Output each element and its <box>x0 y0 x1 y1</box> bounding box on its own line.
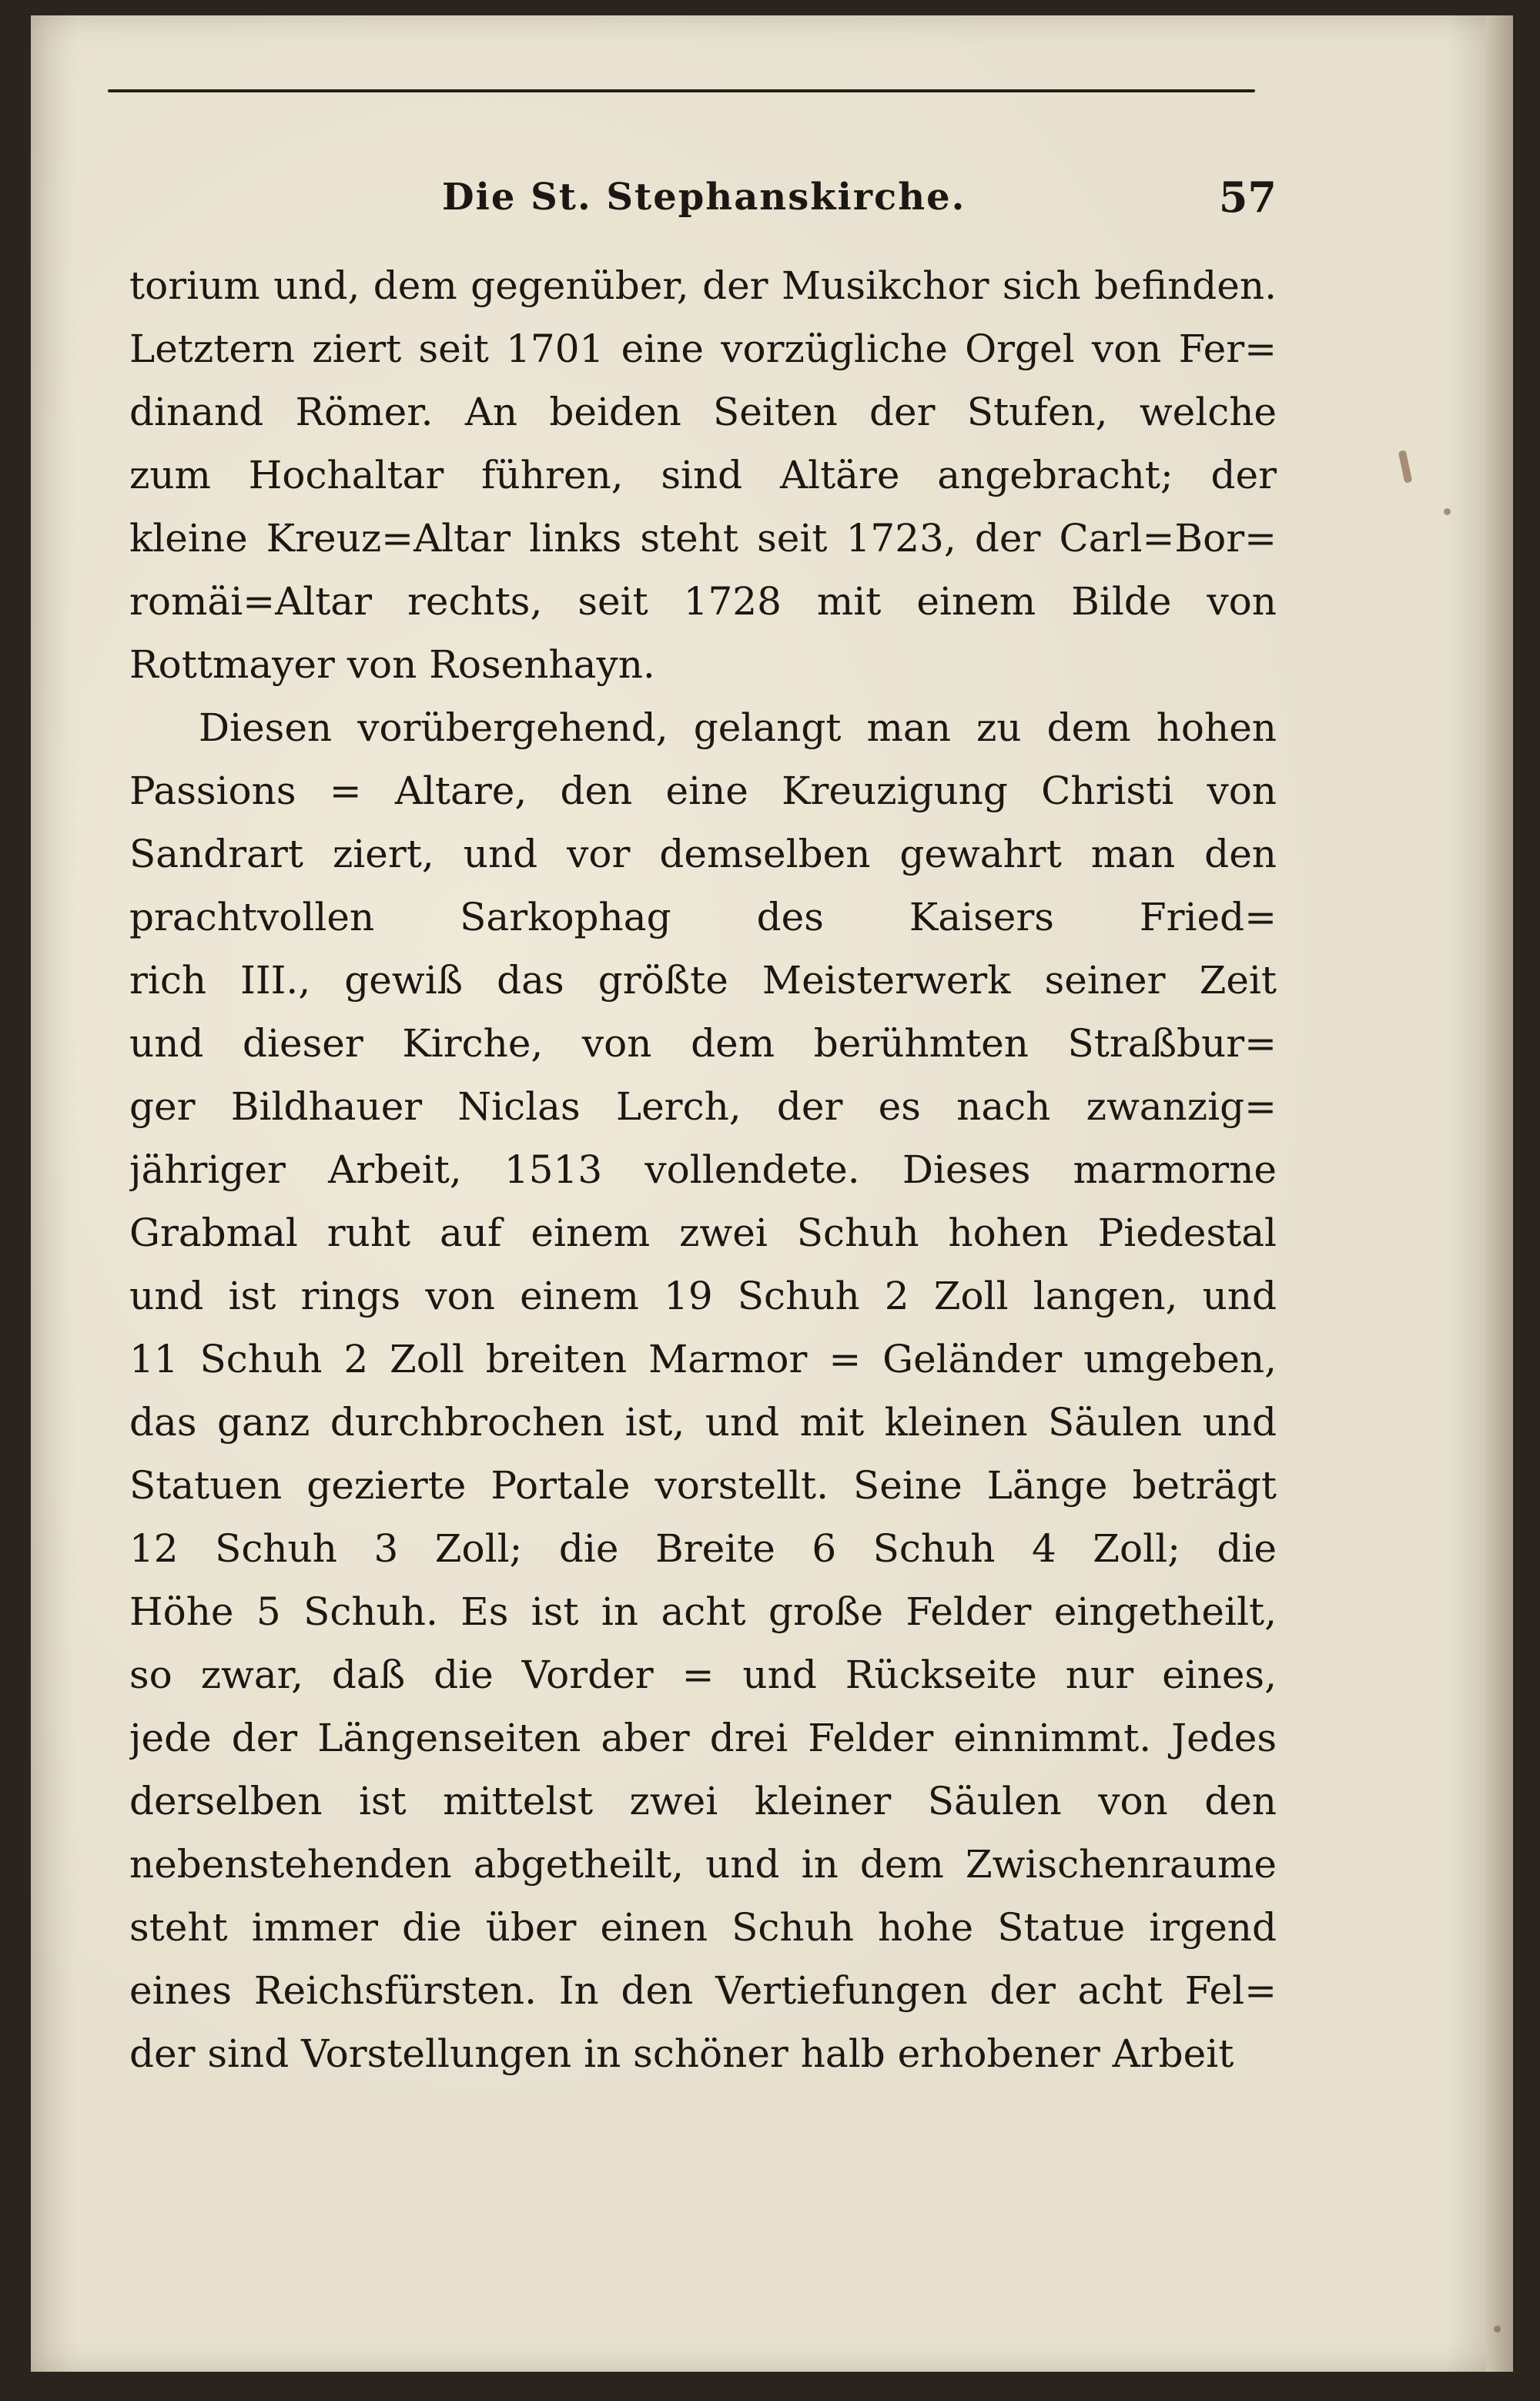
page-edge <box>1486 15 1513 2372</box>
text-line: Höhe 5 Schuh. Es ist in acht große Felder eingetheilt, <box>129 1589 1277 1634</box>
text-line: rich III., gewiß das größte Meisterwerk seiner Zeit <box>129 958 1277 1003</box>
paper-speck <box>1494 2326 1501 2332</box>
text-line: und ist rings von einem 19 Schuh 2 Zoll langen, und <box>129 1274 1277 1318</box>
paragraph-2 <box>129 696 1277 2085</box>
header-rule <box>108 89 1255 92</box>
body-text <box>129 254 1277 2085</box>
paper-speck <box>1444 508 1451 515</box>
text-line: Statuen gezierte Portale vorstellt. Seine Länge beträgt <box>129 1463 1277 1508</box>
text-line: Diesen vorübergehend, gelangt man zu dem hohen <box>199 705 1277 750</box>
paper-page <box>31 15 1513 2372</box>
text-line: ger Bildhauer Niclas Lerch, der es nach zwanzig= <box>129 1084 1277 1129</box>
text-line: kleine Kreuz=Altar links steht seit 1723, der Carl=Bor= <box>129 516 1277 561</box>
text-line: Sandrart ziert, und vor demselben gewahrt man den <box>129 832 1277 876</box>
text-line: 12 Schuh 3 Zoll; die Breite 6 Schuh 4 Zoll; die <box>129 1526 1277 1571</box>
text-line: eines Reichsfürsten. In den Vertiefungen der acht Fel= <box>129 1968 1277 2013</box>
text-line: derselben ist mittelst zwei kleiner Säulen von den <box>129 1779 1277 1823</box>
text-line: jede der Längenseiten aber drei Felder einnimmt. Jedes <box>129 1716 1277 1760</box>
running-title: Die St. Stephanskirche. <box>442 176 966 219</box>
text-line: torium und, dem gegenüber, der Musikchor sich befinden. <box>129 263 1277 308</box>
text-line: 11 Schuh 2 Zoll breiten Marmor = Geländer umgeben, <box>129 1337 1277 1381</box>
text-line: jähriger Arbeit, 1513 vollendete. Dieses marmorne <box>129 1147 1277 1192</box>
text-line: romäi=Altar rechts, seit 1728 mit einem Bilde von <box>129 579 1277 624</box>
text-line: prachtvollen Sarkophag des Kaisers Fried= <box>129 895 1277 939</box>
text-line: der sind Vorstellungen in schöner halb erhobener Arbeit <box>129 2031 1234 2076</box>
paragraph-1 <box>129 254 1277 696</box>
page-number: 57 <box>1218 172 1277 222</box>
text-line: das ganz durchbrochen ist, und mit kleinen Säulen und <box>129 1400 1277 1445</box>
text-line: dinand Römer. An beiden Seiten der Stufen, welche <box>129 390 1277 434</box>
text-line: Grabmal ruht auf einem zwei Schuh hohen Piedestal <box>129 1211 1277 1255</box>
text-line: Rottmayer von Rosenhayn. <box>129 642 655 687</box>
text-line: nebenstehenden abgetheilt, und in dem Zwischenraume <box>129 1842 1277 1887</box>
margin-ink-mark <box>1398 450 1413 483</box>
text-line: zum Hochaltar führen, sind Altäre angebracht; der <box>129 453 1277 497</box>
page-header <box>129 162 1277 239</box>
text-line: so zwar, daß die Vorder = und Rückseite nur eines, <box>129 1653 1277 1697</box>
text-line: Passions = Altare, den eine Kreuzigung Christi von <box>129 769 1277 813</box>
text-line: Letztern ziert seit 1701 eine vorzügliche Orgel von Fer= <box>129 326 1277 371</box>
text-line: steht immer die über einen Schuh hohe Statue irgend <box>129 1905 1277 1950</box>
text-line: und dieser Kirche, von dem berühmten Straßbur= <box>129 1021 1277 1066</box>
